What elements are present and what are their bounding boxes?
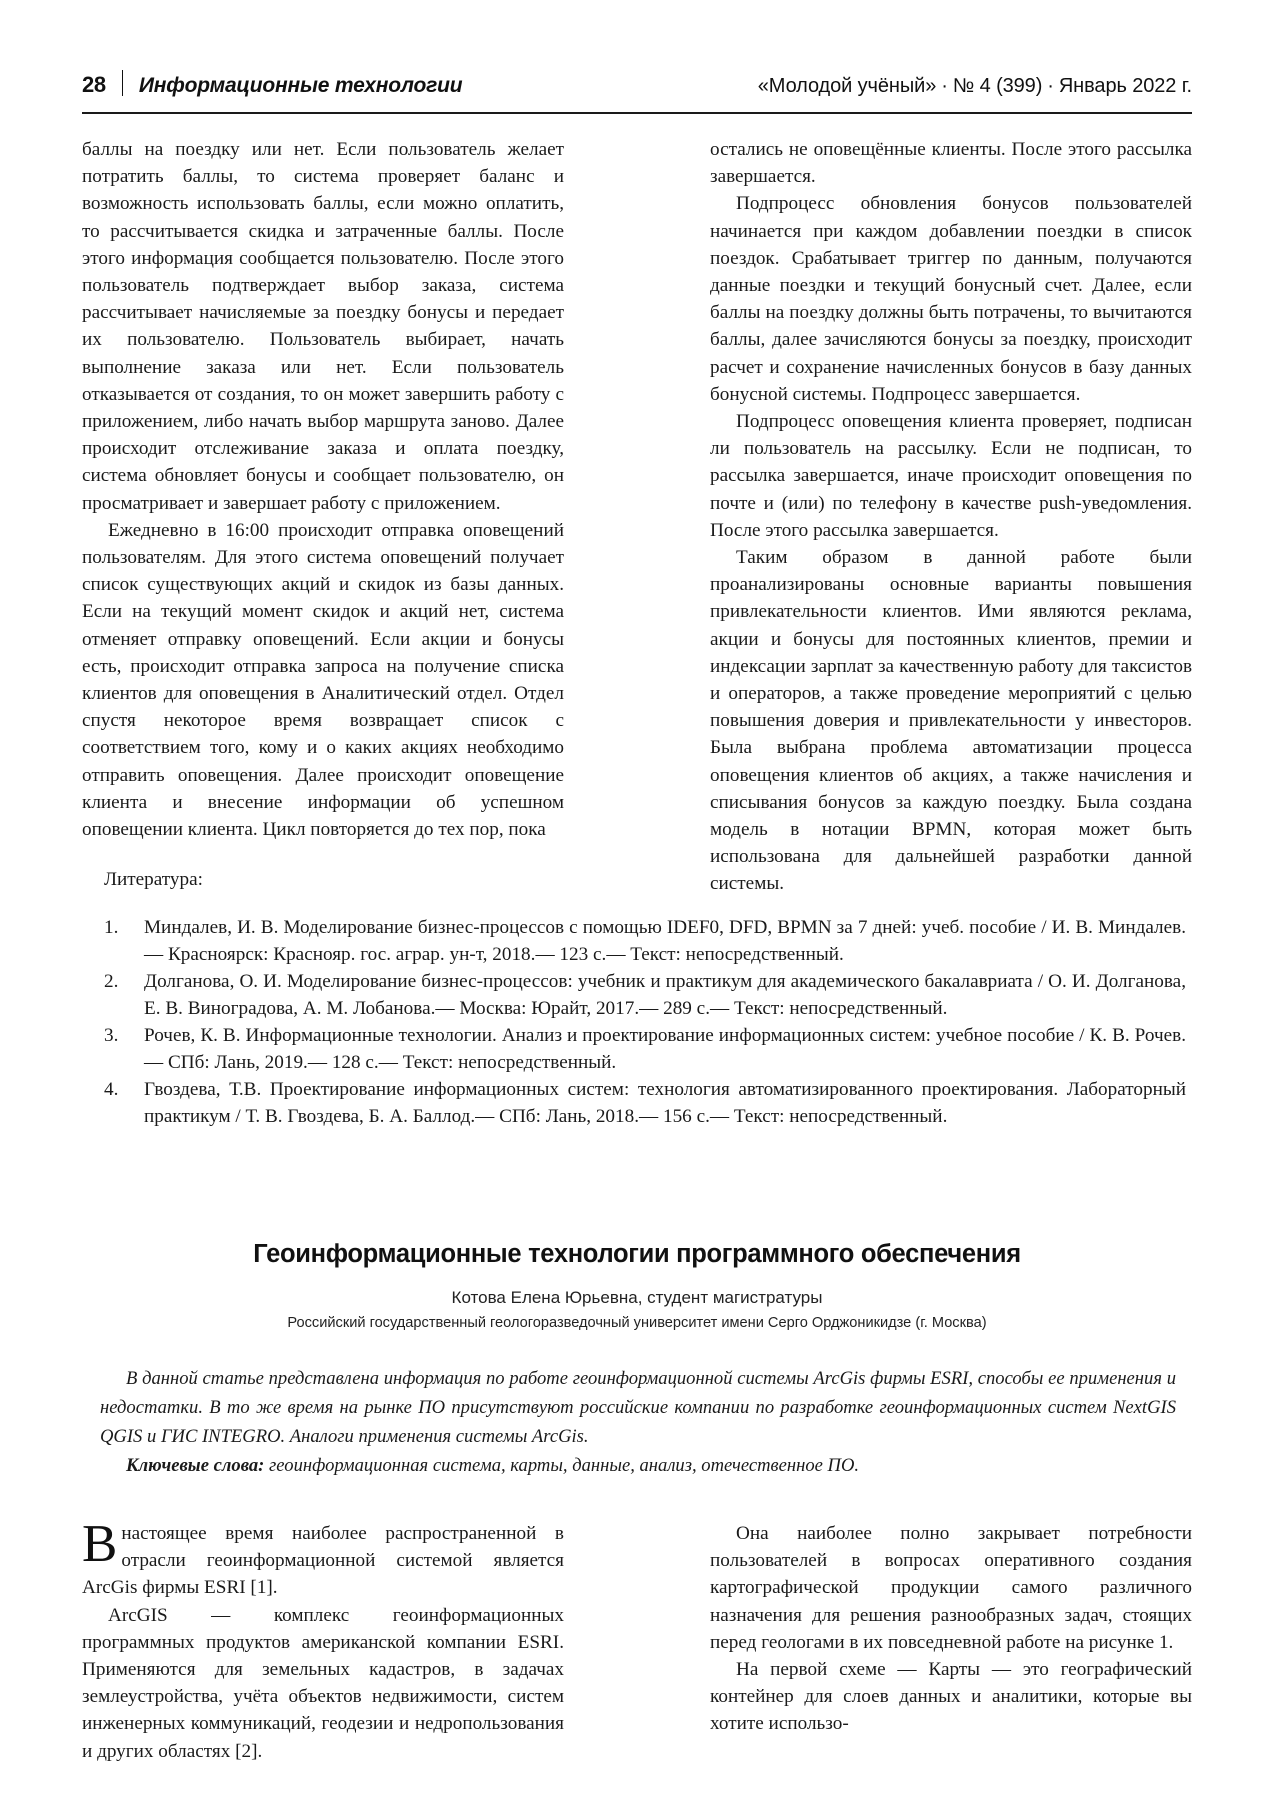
paragraph: баллы на поездку или нет. Если пользователь желает потратить баллы, то система проверяет баланс и возможность использовать баллы, если можно оплатить, то рассчитывается скидка и затраченные баллы. После этого информация сообщается пользователю. После этого пользователь подтверждает выбор заказа, система рассчитывает начисляемые за поездку бонусы и передает их пользователю. Пользователь выбирает, начать выполнение заказа или нет. Если пользователь отказывается от создания, то он может завершить работу с приложением, либо начать выбор маршрута заново. Далее происходит отслеживание заказа и оплата поездку, система обновляет бонусы и сообщает пользователю, он просматривает и завершает работу с приложением. (82, 139, 564, 514)
paragraph: Подпроцесс обновления бонусов пользователей начинается при каждом добавлении поездки в список поездок. Срабатывает триггер по данным, получаются данные поездки и текущий бонусный счет. Далее, если баллы на поездку должны быть потрачены, то вычитаются баллы, далее зачисляются бонусы за поездку, происходит расчет и сохранение начисленных бонусов в базу данных бонусной системы. Подпроцесс завершается. (710, 193, 1192, 405)
references-heading: Литература: (104, 869, 203, 890)
list-item (104, 1023, 1186, 1076)
abstract-text: В данной статье представлена информация по работе геоинформационной системы ArcGis фирмы ESRI, способы ее применения и недостатки. В то же время на рынке ПО присутствуют российские компании по разработке геоинформационных систем NextGIS QGIS и ГИС INTEGRO. Аналоги применения системы ArcGis. (100, 1368, 1176, 1447)
abstract-block (100, 1364, 1176, 1480)
article2-left-column (82, 1515, 564, 1765)
dropcap-letter: В (82, 1515, 118, 1573)
references-list (104, 915, 1186, 1130)
keywords-label: Ключевые слова: (126, 1455, 265, 1476)
reference-number: 2. (104, 971, 119, 992)
header-rule (82, 112, 1192, 114)
paragraph: Таким образом в данной работе были проанализированы основные варианты повышения привлекательности клиентов. Ими являются реклама, акции и бонусы для постоянных клиентов, премии и индексации зарплат за качественную работу для таксистов и операторов, а также проведение мероприятий с целью повышения доверия и привлекательности у инвесторов. Была выбрана проблема автоматизации процесса оповещения клиентов об акциях, а также начисления и списывания бонусов за каждую поездку. Была создана модель в нотации BPMN, которая может быть использована для дальнейшей разработки данной системы. (710, 547, 1192, 895)
running-header (82, 66, 1192, 104)
reference-text: Гвоздева, Т.В. Проектирование информационных систем: технология автоматизированного проектирования. Лабораторный практикум / Т. В. Гвоздева, Б. А. Баллод.— СПб: Лань, 2018.— 156 с.— Текст: непосредственный. (144, 1079, 1186, 1127)
page-number: 28 (82, 72, 106, 97)
paragraph-with-dropcap (82, 1515, 564, 1602)
header-separator-2: · (1047, 75, 1054, 97)
article1-left-column (82, 136, 564, 898)
paragraph: остались не оповещённые клиенты. После этого рассылка завершается. (710, 139, 1192, 188)
article1-right-column (710, 136, 1192, 898)
article-affiliation: Российский государственный геологоразведочный университет имени Серго Орджоникидзе (г. Москва) (287, 1315, 987, 1331)
article-author: Котова Елена Юрьевна, студент магистратуры (451, 1288, 823, 1307)
paragraph: Подпроцесс оповещения клиента проверяет, подписан ли пользователь на рассылку. Если не подписан, то рассылка завершается, иначе происходит оповещения по почте и (или) по телефону в качестве push-уведомления. После этого рассылка завершается. (710, 411, 1192, 541)
article2-columns (82, 1515, 1192, 1765)
list-item (104, 915, 1186, 968)
list-item (104, 1077, 1186, 1130)
article1-columns (82, 136, 1192, 898)
paragraph: На первой схеме — Карты — это географический контейнер для слоев данных и аналитики, которые вы хотите использо- (710, 1659, 1192, 1735)
reference-number: 3. (104, 1025, 119, 1046)
journal-name: «Молодой учёный» (757, 75, 937, 97)
keywords-line (100, 1451, 1176, 1480)
list-item (104, 969, 1186, 1022)
article2-right-column (710, 1520, 1192, 1765)
issue-date: Январь 2022 г. (1058, 75, 1192, 97)
paragraph: Ежедневно в 16:00 происходит отправка оповещений пользователям. Для этого система оповещений получает список существующих акций и скидок из базы данных. Если на текущий момент скидок и акций нет, система отменяет отправку оповещений. Если акции и бонусы есть, происходит отправка запроса на получение списка клиентов для оповещения в Аналитический отдел. Отдел спустя некоторое время возвращает список с соответствием того, кому и о каких акциях необходимо отправить оповещения. Далее происходит оповещение клиента и внесение информации об успешном оповещении клиента. Цикл повторяется до тех пор, пока (82, 519, 564, 841)
reference-number: 1. (104, 917, 119, 938)
paragraph: ArcGIS — комплекс геоинформационных программных продуктов американской компании ESRI. Применяются для земельных кадастров, в задачах землеустройства, учёта объектов недвижимости, систем инженерных коммуникаций, геодезии и недропользования и других областях [2]. (82, 1604, 564, 1762)
reference-text: Рочев, К. В. Информационные технологии. Анализ и проектирование информационных систем: учебное пособие / К. В. Рочев.— СПб: Лань, 2019.— 128 с.— Текст: непосредственный. (144, 1025, 1186, 1073)
paragraph-text: настоящее время наиболее распространенной в отрасли геоинформационной системой является ArcGis фирмы ESRI [1]. (82, 1523, 564, 1599)
header-separator-1: · (941, 75, 948, 97)
reference-number: 4. (104, 1079, 119, 1100)
issue-number: № 4 (399) (952, 75, 1043, 97)
keywords-text: геоинформационная система, карты, данные, анализ, отечественное ПО. (269, 1455, 860, 1476)
references-section (104, 866, 1186, 1131)
reference-text: Долганова, О. И. Моделирование бизнес-процессов: учебник и практикум для академического бакалавриата / О. И. Долганова, Е. В. Виноградова, А. М. Лобанова.— Москва: Юрайт, 2017.— 289 с.— Текст: непосредственный. (144, 971, 1186, 1019)
running-header-left (82, 66, 462, 98)
header-divider (122, 70, 123, 96)
section-title: Информационные технологии (138, 74, 463, 97)
article-title: Геоинформационные технологии программного обеспечения (253, 1240, 1021, 1268)
paragraph: Она наиболее полно закрывает потребности пользователей в вопросах оперативного создания картографической продукции самого различного назначения для решения разнообразных задач, стоящих перед геологами в их повседневной работе на рисунке 1. (710, 1523, 1192, 1653)
running-header-right (758, 75, 1192, 98)
reference-text: Миндалев, И. В. Моделирование бизнес-процессов с помощью IDEF0, DFD, BPMN за 7 дней: учеб. пособие / И. В. Миндалев.— Красноярск: Краснояр. гос. аграр. ун-т, 2018.— 123 с.— Текст: непосредственный. (144, 917, 1186, 965)
